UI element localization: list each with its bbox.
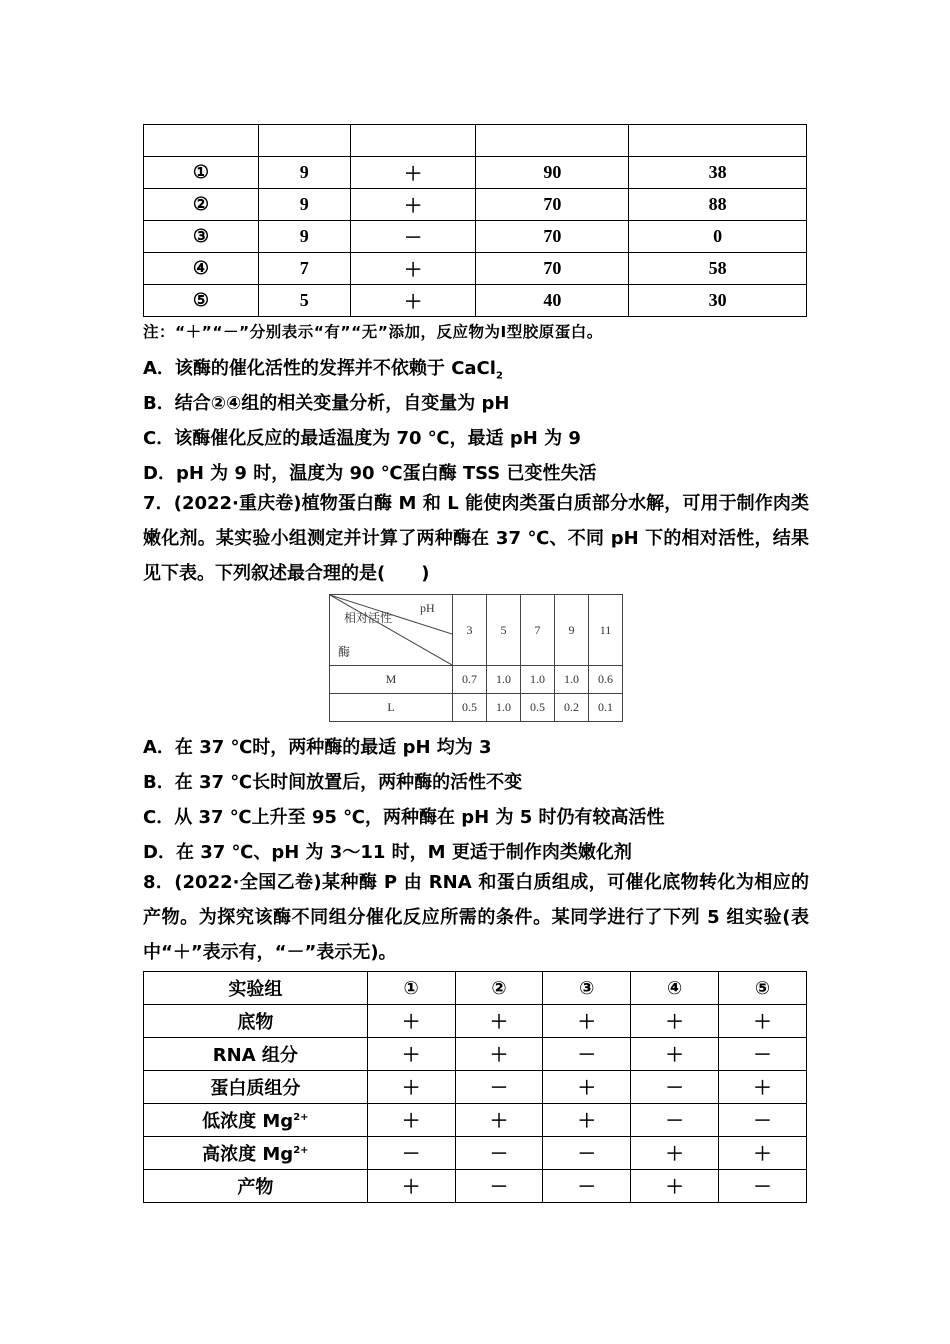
table-cell: ＋ [455, 1005, 543, 1038]
experiment-table [143, 971, 807, 1203]
table-cell: 70 [476, 253, 629, 285]
table-cell: ＋ [631, 1005, 719, 1038]
table-cell: 3 [453, 595, 487, 666]
q6-option-d: D．pH 为 9 时，温度为 90 ℃蛋白酶 TSS 已变性失活 [143, 463, 597, 484]
table-cell: ＋ [367, 1038, 455, 1071]
table-cell: ＋ [719, 1005, 807, 1038]
table-cell: 9 [258, 221, 350, 253]
table-row [144, 157, 807, 189]
table-cell: － [367, 1137, 455, 1170]
table-cell: 70 [476, 189, 629, 221]
table-row [144, 1104, 807, 1137]
table-cell: － [350, 221, 476, 253]
text-fragment: 低浓度 Mg [202, 1111, 294, 1132]
q6-option-b: B．结合②④组的相关变量分析，自变量为 pH [143, 393, 510, 414]
table-cell: ② [144, 189, 259, 221]
q6-option-a [143, 354, 503, 382]
table-cell: 30 [629, 285, 807, 317]
table-cell: 9 [258, 157, 350, 189]
text-fragment: 2 [495, 370, 503, 382]
table-header-row [330, 595, 623, 666]
table-cell: 1.0 [487, 666, 521, 694]
table-cell: ＋ [350, 253, 476, 285]
enzyme-tss-table [143, 124, 807, 317]
table-cell: ＋ [719, 1137, 807, 1170]
table-header-row-empty [144, 125, 807, 157]
table-cell: 1.0 [487, 694, 521, 722]
table-cell: ＋ [350, 189, 476, 221]
table-cell: ＋ [631, 1137, 719, 1170]
table-cell: 88 [629, 189, 807, 221]
table-cell: ＋ [631, 1170, 719, 1203]
text-fragment: 2+ [293, 1145, 309, 1156]
text-fragment: 2+ [293, 1112, 309, 1123]
table-cell: ② [455, 972, 543, 1005]
table-cell: ③ [543, 972, 631, 1005]
table-row [144, 1005, 807, 1038]
table-row [144, 1071, 807, 1104]
q7-option-d: D．在 37 ℃、pH 为 3～11 时，M 更适于制作肉类嫩化剂 [143, 842, 632, 863]
table-cell [350, 125, 476, 157]
text-fragment: 高浓度 Mg [202, 1144, 294, 1165]
table-cell: ＋ [719, 1071, 807, 1104]
table-cell: 7 [258, 253, 350, 285]
table-cell: － [455, 1170, 543, 1203]
table-cell: ＋ [350, 285, 476, 317]
text-fragment: 底物 [237, 1012, 274, 1033]
table-cell: 0.6 [589, 666, 623, 694]
table-row [144, 221, 807, 253]
table-cell: － [631, 1071, 719, 1104]
table-cell: － [719, 1038, 807, 1071]
table-cell: － [631, 1104, 719, 1137]
table-row [330, 666, 623, 694]
table-cell: 1.0 [555, 666, 589, 694]
table-cell: 0.2 [555, 694, 589, 722]
table-cell: ＋ [367, 1104, 455, 1137]
table-row [330, 694, 623, 722]
table-cell: － [543, 1038, 631, 1071]
table-cell: ＋ [543, 1071, 631, 1104]
table-cell [144, 1170, 368, 1203]
corner-ph-label: pH [420, 601, 435, 615]
table-cell: ④ [631, 972, 719, 1005]
table-cell: ＋ [631, 1038, 719, 1071]
table-cell: 0.5 [453, 694, 487, 722]
table-cell: ＋ [543, 1104, 631, 1137]
table-cell: ④ [144, 253, 259, 285]
table-row [144, 1170, 807, 1203]
table-cell: ＋ [367, 1005, 455, 1038]
table-cell: － [543, 1137, 631, 1170]
table-cell [144, 1104, 368, 1137]
table-cell: ⑤ [719, 972, 807, 1005]
table-cell [629, 125, 807, 157]
table-cell: 0.7 [453, 666, 487, 694]
table-cell: 7 [521, 595, 555, 666]
enzyme-activity-table [329, 594, 623, 722]
table-row [144, 253, 807, 285]
table-cell [144, 1005, 368, 1038]
table-cell [144, 1038, 368, 1071]
table-cell: ① [367, 972, 455, 1005]
table-note: 注：“＋”“－”分别表示“有”“无”添加，反应物为Ⅰ型胶原蛋白。 [143, 323, 603, 341]
table-cell [144, 1137, 368, 1170]
table-cell [476, 125, 629, 157]
corner-enzyme-label: 酶 [338, 645, 351, 659]
table-cell: － [455, 1137, 543, 1170]
text-fragment: 产物 [237, 1177, 274, 1198]
table-cell: ⑤ [144, 285, 259, 317]
table-cell: ＋ [367, 1170, 455, 1203]
table-cell: 0.5 [521, 694, 555, 722]
table-cell: － [719, 1170, 807, 1203]
table-cell: ＋ [543, 1005, 631, 1038]
diagonal-header-cell [330, 595, 453, 666]
table-cell: 38 [629, 157, 807, 189]
table-cell: 90 [476, 157, 629, 189]
q6-option-c: C．该酶催化反应的最适温度为 70 ℃，最适 pH 为 9 [143, 428, 581, 449]
table-cell: ① [144, 157, 259, 189]
table-cell: 实验组 [144, 972, 368, 1005]
table-cell: 9 [555, 595, 589, 666]
table-cell: ＋ [367, 1071, 455, 1104]
table-cell: ＋ [455, 1038, 543, 1071]
table-cell: ③ [144, 221, 259, 253]
table-cell: L [330, 694, 453, 722]
q7-option-a: A．在 37 ℃时，两种酶的最适 pH 均为 3 [143, 737, 492, 758]
table-cell: 70 [476, 221, 629, 253]
table-row [144, 1137, 807, 1170]
q7-stem: 7．(2022·重庆卷)植物蛋白酶 M 和 L 能使肉类蛋白质部分水解，可用于制作肉类嫩化剂。某实验小组测定并计算了两种酶在 37 ℃、不同 pH 下的相对活性，结果见下表。下列叙述最合理的是( ) [143, 493, 809, 584]
table-cell: 40 [476, 285, 629, 317]
table-cell [258, 125, 350, 157]
q8-stem: 8．(2022·全国乙卷)某种酶 P 由 RNA 和蛋白质组成，可催化底物转化为相应的产物。为探究该酶不同组分催化反应所需的条件。某同学进行了下列 5 组实验(表中“＋”表示有，“－”表示无)。 [143, 872, 809, 963]
table-row [144, 1038, 807, 1071]
q7-option-c: C．从 37 ℃上升至 95 ℃，两种酶在 pH 为 5 时仍有较高活性 [143, 807, 665, 828]
q7-option-b: B．在 37 ℃长时间放置后，两种酶的活性不变 [143, 772, 523, 793]
table-cell: ＋ [455, 1104, 543, 1137]
table-cell: 0 [629, 221, 807, 253]
table-cell: 9 [258, 189, 350, 221]
table-cell: 1.0 [521, 666, 555, 694]
table-cell: 5 [487, 595, 521, 666]
text-fragment: 蛋白质组分 [210, 1078, 301, 1099]
table-cell: M [330, 666, 453, 694]
table-row [144, 189, 807, 221]
table-header-row [144, 972, 807, 1005]
text-fragment: A．该酶的催化活性的发挥并不依赖于 CaCl [143, 358, 496, 379]
table-cell: 5 [258, 285, 350, 317]
table-row [144, 285, 807, 317]
table-cell: － [543, 1170, 631, 1203]
table-cell: － [455, 1071, 543, 1104]
table-cell [144, 125, 259, 157]
corner-activity-label: 相对活性 [344, 611, 393, 625]
table-cell: 58 [629, 253, 807, 285]
text-fragment: RNA 组分 [212, 1045, 298, 1066]
table-cell [144, 1071, 368, 1104]
table-cell: 11 [589, 595, 623, 666]
table-cell: ＋ [350, 157, 476, 189]
table-cell: 0.1 [589, 694, 623, 722]
table-cell: － [719, 1104, 807, 1137]
